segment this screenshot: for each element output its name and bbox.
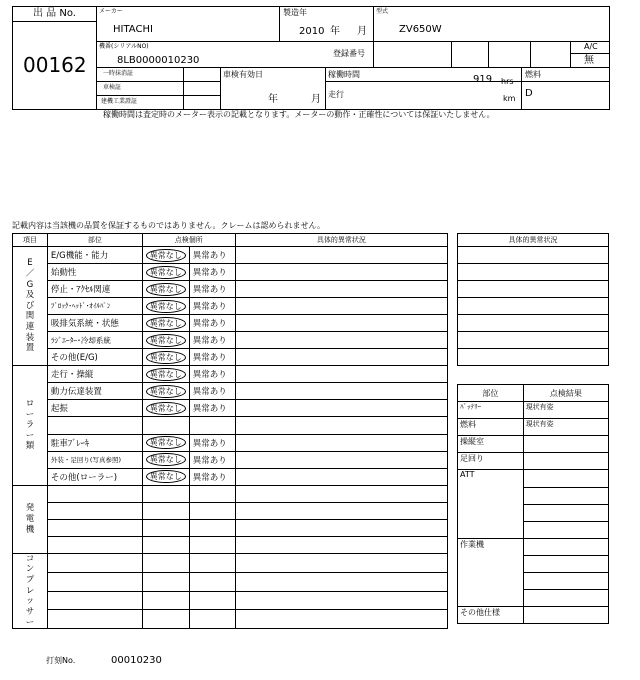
part-label: 始動性 — [47, 264, 142, 281]
check-table-header — [13, 234, 448, 247]
year-unit: 年 — [330, 26, 340, 37]
table-row — [13, 468, 448, 485]
ok-circled: 異常なし — [146, 385, 186, 398]
fuel-value: D — [525, 88, 533, 99]
col-result: 点検結果 — [523, 385, 608, 402]
table-row — [13, 536, 448, 553]
maker-value: HITACHI — [113, 24, 153, 35]
ok-circled: 異常なし — [146, 334, 186, 347]
battery-result: 現状有姿 — [523, 402, 608, 419]
att-label: ATT — [458, 470, 524, 538]
disclaimer: 記載内容は当該機の品質を保証するものではありません。クレームは認められません。 — [12, 221, 325, 230]
fuel-row-label: 燃料 — [458, 419, 524, 436]
table-row — [13, 591, 448, 610]
table-row — [13, 502, 448, 519]
ng-label: 異常あり — [189, 451, 235, 468]
detail-cell — [235, 400, 447, 417]
table-row — [13, 519, 448, 536]
table-row — [13, 400, 448, 417]
cab-label: 操縦室 — [458, 436, 524, 453]
insp-month-unit: 月 — [311, 94, 321, 105]
col-check: 点検個所 — [142, 234, 235, 247]
detail-cell — [235, 298, 447, 315]
heavy-cert-label: 建機工業證証 — [101, 98, 138, 105]
ng-label: 異常あり — [189, 315, 235, 332]
table-row — [13, 451, 448, 468]
table-row — [13, 332, 448, 349]
inspection-label: 車検有効日 — [223, 70, 263, 79]
part-label: 駐車ﾌﾞﾚｰｷ — [47, 434, 142, 451]
ok-circled: 異常なし — [146, 249, 186, 262]
part-label: E/G機能・能力 — [47, 247, 142, 264]
table-row — [13, 264, 448, 281]
part-label: 走行・操縦 — [47, 366, 142, 383]
ok-circled: 異常なし — [146, 300, 186, 313]
detail-cell — [235, 434, 447, 451]
table-row — [13, 298, 448, 315]
col-part-right: 部位 — [458, 385, 524, 402]
ng-label: 異常あり — [189, 366, 235, 383]
table-row — [13, 572, 448, 591]
col-item: 項目 — [13, 234, 48, 247]
ok-circled: 異常なし — [146, 402, 186, 415]
detail-cell — [235, 247, 447, 264]
detail-cell — [235, 281, 447, 298]
detail-cell — [235, 315, 447, 332]
hours-value: 919 — [473, 74, 493, 85]
hours-note: 稼働時間は査定時のメーター表示の記載となります。メーターの動作・正確性については保証いたしません。 — [103, 110, 495, 119]
fuel-label: 燃料 — [525, 70, 541, 79]
ok-circled: 異常なし — [146, 317, 186, 330]
undercarriage-label: 足回り — [458, 453, 524, 470]
ng-label: 異常あり — [189, 281, 235, 298]
col-detail: 具体的異常状況 — [235, 234, 447, 247]
part-label: 起振 — [47, 400, 142, 417]
temp-cert-label: 一時抹消証 — [103, 70, 134, 77]
ok-circled: 異常なし — [146, 453, 186, 466]
table-row — [13, 610, 448, 629]
part-label: その他(E/G) — [47, 349, 142, 366]
detail-cell — [235, 366, 447, 383]
ok-circled: 異常なし — [146, 351, 186, 364]
battery-label: ﾊﾞｯﾃﾘｰ — [458, 402, 524, 419]
table-row — [13, 315, 448, 332]
ng-label: 異常あり — [189, 298, 235, 315]
category-engine: E ／ G 及 び 関 連 装 置 — [13, 247, 48, 366]
detail-cell — [235, 332, 447, 349]
serial-value: 8LB0000010230 — [117, 55, 200, 66]
model-label: 型式 — [376, 8, 389, 15]
stamp-number: 00010230 — [111, 655, 162, 666]
stamp-label: 打刻No. — [46, 656, 76, 665]
result-table — [457, 384, 609, 624]
detail-cell — [235, 264, 447, 281]
ok-circled: 異常なし — [146, 470, 186, 483]
detail-table — [457, 233, 609, 366]
maker-label: メーカー — [99, 8, 123, 15]
ng-label: 異常あり — [189, 383, 235, 400]
part-label: その他(ローラー) — [47, 468, 142, 485]
km-unit: km — [503, 94, 516, 103]
model-value: ZV650W — [399, 24, 442, 35]
part-label: 外装・足回り(写真参照) — [47, 451, 142, 468]
table-row — [13, 485, 448, 502]
detail-cell — [235, 451, 447, 468]
detail-cell — [235, 349, 447, 366]
detail-cell — [235, 468, 447, 485]
ng-label: 異常あり — [189, 468, 235, 485]
lot-number: 00162 — [23, 53, 87, 77]
insp-year-unit: 年 — [268, 94, 278, 105]
ok-circled: 異常なし — [146, 436, 186, 449]
year-label: 製造年 — [283, 8, 307, 17]
part-label: ﾌﾞﾛｯｸ･ﾍｯﾄﾞ･ｵｲﾙﾊﾟﾝ — [47, 298, 142, 315]
ng-label: 異常あり — [189, 400, 235, 417]
ng-label: 異常あり — [189, 349, 235, 366]
year-value: 2010 — [299, 26, 325, 37]
ac-value: 無 — [584, 55, 594, 66]
table-row — [13, 417, 448, 434]
month-unit: 月 — [357, 26, 367, 37]
lot-label: 出 品 No. — [33, 8, 76, 19]
col-part: 部位 — [47, 234, 142, 247]
check-table — [12, 233, 448, 629]
work-label: 作業機 — [458, 538, 524, 606]
table-row — [13, 366, 448, 383]
ng-label: 異常あり — [189, 264, 235, 281]
table-row — [13, 247, 448, 264]
part-label: 吸排気系統・状態 — [47, 315, 142, 332]
fuel-result: 現状有姿 — [523, 419, 608, 436]
table-row — [13, 383, 448, 400]
hours-label: 稼働時間 — [328, 70, 360, 79]
ng-label: 異常あり — [189, 434, 235, 451]
other-label: その他仕様 — [458, 607, 524, 624]
ac-label: A/C — [584, 42, 598, 51]
category-compressor: コ ン プ レ ッ サ ー — [13, 553, 48, 628]
ng-label: 異常あり — [189, 247, 235, 264]
reg-label: 登録番号 — [333, 49, 365, 58]
table-row — [13, 349, 448, 366]
hours-unit: hrs — [501, 77, 514, 86]
header-box — [12, 6, 610, 110]
col-detail-right: 具体的異常状況 — [458, 234, 609, 247]
part-label: 停止・ｱｸｾﾙ関連 — [47, 281, 142, 298]
detail-cell — [235, 383, 447, 400]
ok-circled: 異常なし — [146, 266, 186, 279]
table-row — [13, 553, 448, 572]
serial-label: 機番(シリアルNO) — [99, 43, 149, 50]
part-label: 動力伝達装置 — [47, 383, 142, 400]
vehicle-cert-label: 車検証 — [103, 84, 122, 91]
part-label: ﾗｼﾞｴｰﾀｰ･冷却系統 — [47, 332, 142, 349]
table-row — [13, 434, 448, 451]
table-row — [13, 281, 448, 298]
ok-circled: 異常なし — [146, 283, 186, 296]
travel-label: 走行 — [328, 90, 344, 99]
category-roller: ロ ー ラ ー 類 — [13, 366, 48, 485]
ok-circled: 異常なし — [146, 368, 186, 381]
ng-label: 異常あり — [189, 332, 235, 349]
category-generator: 発 電 機 — [13, 485, 48, 553]
